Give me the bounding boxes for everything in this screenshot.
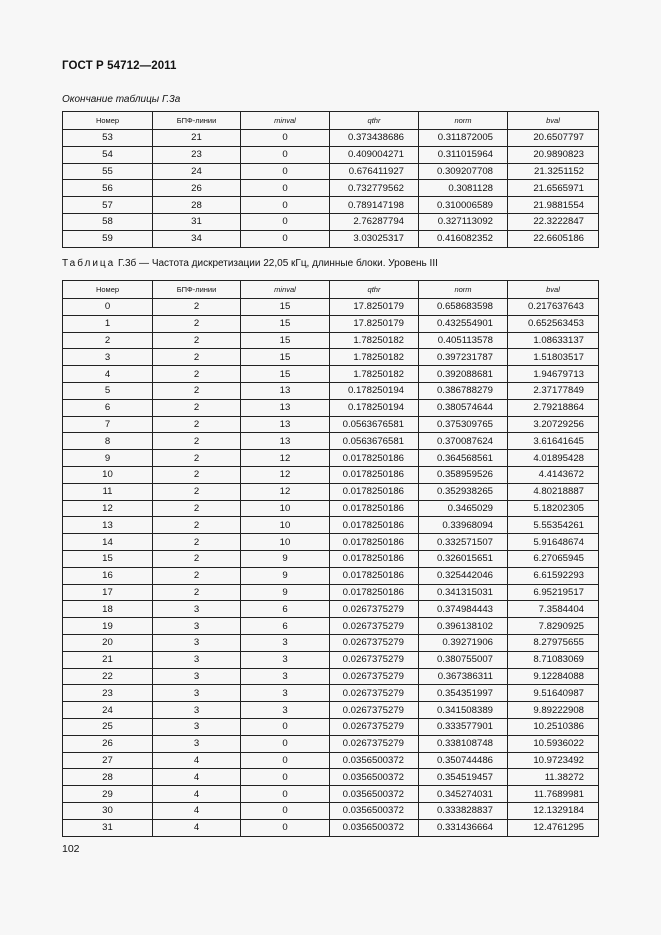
table-cell: 3	[241, 685, 330, 702]
table-cell: 3	[153, 702, 241, 719]
table-cell: 2	[153, 366, 241, 383]
table-row	[63, 702, 599, 719]
table1-caption: Окончание таблицы Г.3а	[62, 94, 181, 105]
table-cell: 29	[63, 786, 153, 803]
table-cell: 0	[241, 130, 330, 147]
table-cell: 0.405113578	[419, 332, 508, 349]
table-cell: 0	[241, 213, 330, 230]
table-cell: 57	[63, 197, 153, 214]
table-cell: 13	[63, 517, 153, 534]
table-cell: 0.350744486	[419, 752, 508, 769]
table-cell: 22.3222847	[508, 213, 599, 230]
table-cell: 0.0178250186	[330, 550, 419, 567]
table-cell: 22	[63, 668, 153, 685]
table-cell: 26	[63, 735, 153, 752]
table-cell: 0.333577901	[419, 718, 508, 735]
table-cell: 2	[153, 500, 241, 517]
table-cell: 10	[241, 500, 330, 517]
table-cell: 9.12284088	[508, 668, 599, 685]
table-cell: 4.01895428	[508, 450, 599, 467]
table-cell: 3	[153, 634, 241, 651]
table-cell: 0.0178250186	[330, 517, 419, 534]
table-cell: 3	[153, 651, 241, 668]
table-row	[63, 146, 599, 163]
table-cell: 2.76287794	[330, 213, 419, 230]
table-cell: 0.416082352	[419, 230, 508, 247]
table-cell: 0.178250194	[330, 382, 419, 399]
table-cell: 5.18202305	[508, 500, 599, 517]
table-cell: 15	[241, 349, 330, 366]
table-cell: 0.0267375279	[330, 668, 419, 685]
table-cell: 14	[63, 534, 153, 551]
table-cell: 0	[241, 718, 330, 735]
table-cell: 12.4761295	[508, 819, 599, 836]
table-cell: 9	[241, 550, 330, 567]
table-cell: 20.9890823	[508, 146, 599, 163]
table-cell: 2	[153, 483, 241, 500]
table-cell: 0.373438686	[330, 130, 419, 147]
table-cell: 0.0356500372	[330, 819, 419, 836]
table-cell: 0	[241, 752, 330, 769]
table-row	[63, 483, 599, 500]
table-cell: 59	[63, 230, 153, 247]
table-cell: 0.354351997	[419, 685, 508, 702]
table-cell: 53	[63, 130, 153, 147]
table-row	[63, 332, 599, 349]
table-row	[63, 651, 599, 668]
table-row	[63, 735, 599, 752]
table-row	[63, 315, 599, 332]
table-cell: 0.0356500372	[330, 802, 419, 819]
table-cell: 0.326015651	[419, 550, 508, 567]
table-cell: 0.352938265	[419, 483, 508, 500]
table-cell: 0.396138102	[419, 618, 508, 635]
table-cell: 6.61592293	[508, 567, 599, 584]
table-cell: 2	[153, 299, 241, 316]
table-cell: 0.392088681	[419, 366, 508, 383]
table-cell: 9.89222908	[508, 702, 599, 719]
table-cell: 21.9881554	[508, 197, 599, 214]
table-row	[63, 197, 599, 214]
table-cell: 3.61641645	[508, 433, 599, 450]
table2	[62, 280, 599, 837]
table-cell: 0	[241, 769, 330, 786]
table-cell: 7	[63, 416, 153, 433]
document-header: ГОСТ Р 54712—2011	[62, 60, 177, 72]
table-cell: 6.95219517	[508, 584, 599, 601]
table-cell: 2	[153, 416, 241, 433]
table-cell: 0.0356500372	[330, 769, 419, 786]
table-cell: 20	[63, 634, 153, 651]
table-cell: 31	[153, 213, 241, 230]
table-cell: 3	[153, 718, 241, 735]
table-cell: 2	[153, 450, 241, 467]
table-cell: 4	[63, 366, 153, 383]
table-cell: 23	[63, 685, 153, 702]
table-cell: 0.0267375279	[330, 685, 419, 702]
table-row	[63, 416, 599, 433]
table-row	[63, 685, 599, 702]
table-cell: 12	[241, 483, 330, 500]
table-cell: 18	[63, 601, 153, 618]
table-cell: 7.8290925	[508, 618, 599, 635]
table-row	[63, 550, 599, 567]
table-cell: 8.71083069	[508, 651, 599, 668]
table-row	[63, 618, 599, 635]
table-cell: 0	[241, 146, 330, 163]
table-cell: 0.432554901	[419, 315, 508, 332]
table-row	[63, 466, 599, 483]
table-cell: 4	[153, 819, 241, 836]
table-cell: 17	[63, 584, 153, 601]
table-cell: 13	[241, 433, 330, 450]
column-header: bval	[508, 281, 599, 299]
table-row	[63, 534, 599, 551]
table-row	[63, 382, 599, 399]
table-cell: 0.0267375279	[330, 618, 419, 635]
table-cell: 0	[241, 735, 330, 752]
table-cell: 0	[241, 197, 330, 214]
table-cell: 21	[153, 130, 241, 147]
table-cell: 12	[241, 466, 330, 483]
table-cell: 16	[63, 567, 153, 584]
table-cell: 3	[241, 651, 330, 668]
table-cell: 0.374984443	[419, 601, 508, 618]
table-cell: 2	[153, 534, 241, 551]
table-cell: 0.345274031	[419, 786, 508, 803]
table-cell: 0.3465029	[419, 500, 508, 517]
table-cell: 0.0356500372	[330, 752, 419, 769]
table-cell: 4	[153, 769, 241, 786]
table-cell: 0.0178250186	[330, 534, 419, 551]
table-cell: 19	[63, 618, 153, 635]
table-cell: 0.676411927	[330, 163, 419, 180]
table-cell: 0.0267375279	[330, 651, 419, 668]
table-cell: 0.789147198	[330, 197, 419, 214]
table-cell: 9	[241, 567, 330, 584]
table-cell: 12	[63, 500, 153, 517]
table-cell: 11.7689981	[508, 786, 599, 803]
table-cell: 6	[241, 601, 330, 618]
table-cell: 22.6605186	[508, 230, 599, 247]
table-cell: 11.38272	[508, 769, 599, 786]
table-row	[63, 180, 599, 197]
table-cell: 3	[241, 634, 330, 651]
table-row	[63, 718, 599, 735]
table-row	[63, 163, 599, 180]
column-header: Номер	[63, 281, 153, 299]
table-cell: 0.0563676581	[330, 433, 419, 450]
table-cell: 21.6565971	[508, 180, 599, 197]
table-cell: 8	[63, 433, 153, 450]
table-cell: 9	[241, 584, 330, 601]
table-cell: 0	[241, 786, 330, 803]
table-cell: 0.0356500372	[330, 786, 419, 803]
table-cell: 27	[63, 752, 153, 769]
table-cell: 12	[241, 450, 330, 467]
table-cell: 7.3584404	[508, 601, 599, 618]
table-cell: 21	[63, 651, 153, 668]
table-cell: 15	[241, 315, 330, 332]
table-cell: 3	[153, 601, 241, 618]
table-cell: 0.310006589	[419, 197, 508, 214]
table-cell: 26	[153, 180, 241, 197]
table-cell: 0	[241, 819, 330, 836]
table-cell: 3	[241, 668, 330, 685]
column-header: БПФ-линии	[153, 281, 241, 299]
table-cell: 55	[63, 163, 153, 180]
table-cell: 15	[241, 299, 330, 316]
table-cell: 6	[241, 618, 330, 635]
column-header: Номер	[63, 112, 153, 130]
table-cell: 0.0267375279	[330, 601, 419, 618]
table1-body	[63, 130, 599, 248]
table-cell: 3	[153, 668, 241, 685]
table-cell: 3	[63, 349, 153, 366]
table-row	[63, 213, 599, 230]
table-cell: 17.8250179	[330, 315, 419, 332]
table-cell: 0.331436664	[419, 819, 508, 836]
table-cell: 12.1329184	[508, 802, 599, 819]
table-cell: 0.0178250186	[330, 466, 419, 483]
table-cell: 0.338108748	[419, 735, 508, 752]
table-cell: 4.4143672	[508, 466, 599, 483]
table-cell: 0.341508389	[419, 702, 508, 719]
table1-header-row	[63, 112, 599, 130]
table-cell: 1.78250182	[330, 366, 419, 383]
table-cell: 6.27065945	[508, 550, 599, 567]
table-cell: 0.409004271	[330, 146, 419, 163]
table-cell: 0.332571507	[419, 534, 508, 551]
table-cell: 54	[63, 146, 153, 163]
table-cell: 0.309207708	[419, 163, 508, 180]
table-cell: 10	[241, 534, 330, 551]
table-cell: 15	[241, 366, 330, 383]
table-cell: 0.3081128	[419, 180, 508, 197]
table-row	[63, 500, 599, 517]
table-cell: 4	[153, 752, 241, 769]
table-cell: 4	[153, 802, 241, 819]
table-cell: 0.380574644	[419, 399, 508, 416]
table-row	[63, 567, 599, 584]
table-cell: 2	[153, 315, 241, 332]
table-cell: 10.9723492	[508, 752, 599, 769]
table2-caption-label: Таблица	[62, 258, 116, 269]
table-row	[63, 819, 599, 836]
page-number: 102	[62, 843, 80, 855]
table-cell: 2	[153, 517, 241, 534]
table-cell: 1.51803517	[508, 349, 599, 366]
table-cell: 0.367386311	[419, 668, 508, 685]
table-cell: 4.80218887	[508, 483, 599, 500]
table-cell: 31	[63, 819, 153, 836]
table-row	[63, 634, 599, 651]
table-row	[63, 366, 599, 383]
table-cell: 0.217637643	[508, 299, 599, 316]
table-cell: 0.333828837	[419, 802, 508, 819]
table2-caption	[62, 258, 438, 269]
table-cell: 0.178250194	[330, 399, 419, 416]
table-cell: 2	[153, 550, 241, 567]
column-header: minval	[241, 281, 330, 299]
table-cell: 0.0267375279	[330, 634, 419, 651]
column-header: minval	[241, 112, 330, 130]
table-cell: 17.8250179	[330, 299, 419, 316]
table-cell: 0.0178250186	[330, 483, 419, 500]
table-cell: 30	[63, 802, 153, 819]
table-cell: 0.325442046	[419, 567, 508, 584]
column-header: bval	[508, 112, 599, 130]
table-cell: 13	[241, 382, 330, 399]
table-cell: 3	[153, 618, 241, 635]
table-cell: 1.94679713	[508, 366, 599, 383]
column-header: qthr	[330, 112, 419, 130]
table-cell: 15	[63, 550, 153, 567]
table-cell: 3	[153, 685, 241, 702]
table-cell: 0.0267375279	[330, 718, 419, 735]
table-cell: 58	[63, 213, 153, 230]
table-row	[63, 769, 599, 786]
table-cell: 3	[153, 735, 241, 752]
table-cell: 1.78250182	[330, 332, 419, 349]
table-cell: 10	[63, 466, 153, 483]
table-row	[63, 130, 599, 147]
table-row	[63, 601, 599, 618]
table-cell: 2	[153, 382, 241, 399]
table-cell: 0.364568561	[419, 450, 508, 467]
table-cell: 2.79218864	[508, 399, 599, 416]
table-row	[63, 399, 599, 416]
table-row	[63, 517, 599, 534]
table-cell: 2	[153, 433, 241, 450]
table-cell: 15	[241, 332, 330, 349]
table-cell: 5	[63, 382, 153, 399]
table-row	[63, 752, 599, 769]
column-header: norm	[419, 281, 508, 299]
table-cell: 0	[241, 163, 330, 180]
table-cell: 9.51640987	[508, 685, 599, 702]
table-cell: 0.380755007	[419, 651, 508, 668]
table-cell: 0.0178250186	[330, 584, 419, 601]
table-cell: 0.375309765	[419, 416, 508, 433]
table-row	[63, 668, 599, 685]
table-cell: 23	[153, 146, 241, 163]
table-cell: 0.327113092	[419, 213, 508, 230]
table-row	[63, 802, 599, 819]
table-cell: 0.732779562	[330, 180, 419, 197]
table-cell: 24	[63, 702, 153, 719]
table-cell: 6	[63, 399, 153, 416]
table-cell: 0.311015964	[419, 146, 508, 163]
table-cell: 2	[153, 349, 241, 366]
table-cell: 2	[63, 332, 153, 349]
table-cell: 1	[63, 315, 153, 332]
column-header: norm	[419, 112, 508, 130]
table-cell: 56	[63, 180, 153, 197]
table-cell: 10	[241, 517, 330, 534]
table-cell: 0.652563453	[508, 315, 599, 332]
table-cell: 2.37177849	[508, 382, 599, 399]
table-cell: 24	[153, 163, 241, 180]
table-row	[63, 584, 599, 601]
table-cell: 11	[63, 483, 153, 500]
table-cell: 0.358959526	[419, 466, 508, 483]
table-cell: 3.03025317	[330, 230, 419, 247]
table-cell: 0.39271906	[419, 634, 508, 651]
table-cell: 0.386788279	[419, 382, 508, 399]
table-row	[63, 786, 599, 803]
table-cell: 0	[241, 802, 330, 819]
table-cell: 13	[241, 399, 330, 416]
table-cell: 3.20729256	[508, 416, 599, 433]
table-cell: 0.658683598	[419, 299, 508, 316]
table-cell: 0.0178250186	[330, 450, 419, 467]
table-cell: 0.311872005	[419, 130, 508, 147]
table-cell: 0	[241, 230, 330, 247]
table-cell: 2	[153, 399, 241, 416]
table-cell: 1.78250182	[330, 349, 419, 366]
column-header: БПФ-линии	[153, 112, 241, 130]
table-cell: 10.5936022	[508, 735, 599, 752]
table-cell: 5.91648674	[508, 534, 599, 551]
table-cell: 0.354519457	[419, 769, 508, 786]
table-cell: 0.0178250186	[330, 567, 419, 584]
table-cell: 8.27975655	[508, 634, 599, 651]
table2-header-row	[63, 281, 599, 299]
column-header: qthr	[330, 281, 419, 299]
table-cell: 28	[153, 197, 241, 214]
table-cell: 2	[153, 466, 241, 483]
table-cell: 4	[153, 786, 241, 803]
table-cell: 34	[153, 230, 241, 247]
table-cell: 10.2510386	[508, 718, 599, 735]
table-cell: 9	[63, 450, 153, 467]
table-cell: 25	[63, 718, 153, 735]
table-cell: 0.0563676581	[330, 416, 419, 433]
table-cell: 13	[241, 416, 330, 433]
table-cell: 0.397231787	[419, 349, 508, 366]
table-cell: 0.33968094	[419, 517, 508, 534]
table-cell: 2	[153, 584, 241, 601]
table-cell: 0.0267375279	[330, 702, 419, 719]
table-cell: 2	[153, 332, 241, 349]
table-cell: 21.3251152	[508, 163, 599, 180]
table-cell: 0	[63, 299, 153, 316]
table-row	[63, 433, 599, 450]
table-cell: 0.341315031	[419, 584, 508, 601]
table-cell: 5.55354261	[508, 517, 599, 534]
table-cell: 0.0178250186	[330, 500, 419, 517]
table-cell: 28	[63, 769, 153, 786]
table-cell: 1.08633137	[508, 332, 599, 349]
table-row	[63, 299, 599, 316]
table2-caption-text: Г.3б — Частота дискретизации 22,05 кГц, длинные блоки. Уровень III	[115, 258, 438, 269]
table2-body	[63, 299, 599, 837]
table-cell: 2	[153, 567, 241, 584]
table-cell: 3	[241, 702, 330, 719]
table-row	[63, 230, 599, 247]
table-cell: 0	[241, 180, 330, 197]
table-cell: 0.370087624	[419, 433, 508, 450]
table-row	[63, 450, 599, 467]
table-cell: 20.6507797	[508, 130, 599, 147]
table-cell: 0.0267375279	[330, 735, 419, 752]
table1	[62, 111, 599, 248]
table-row	[63, 349, 599, 366]
